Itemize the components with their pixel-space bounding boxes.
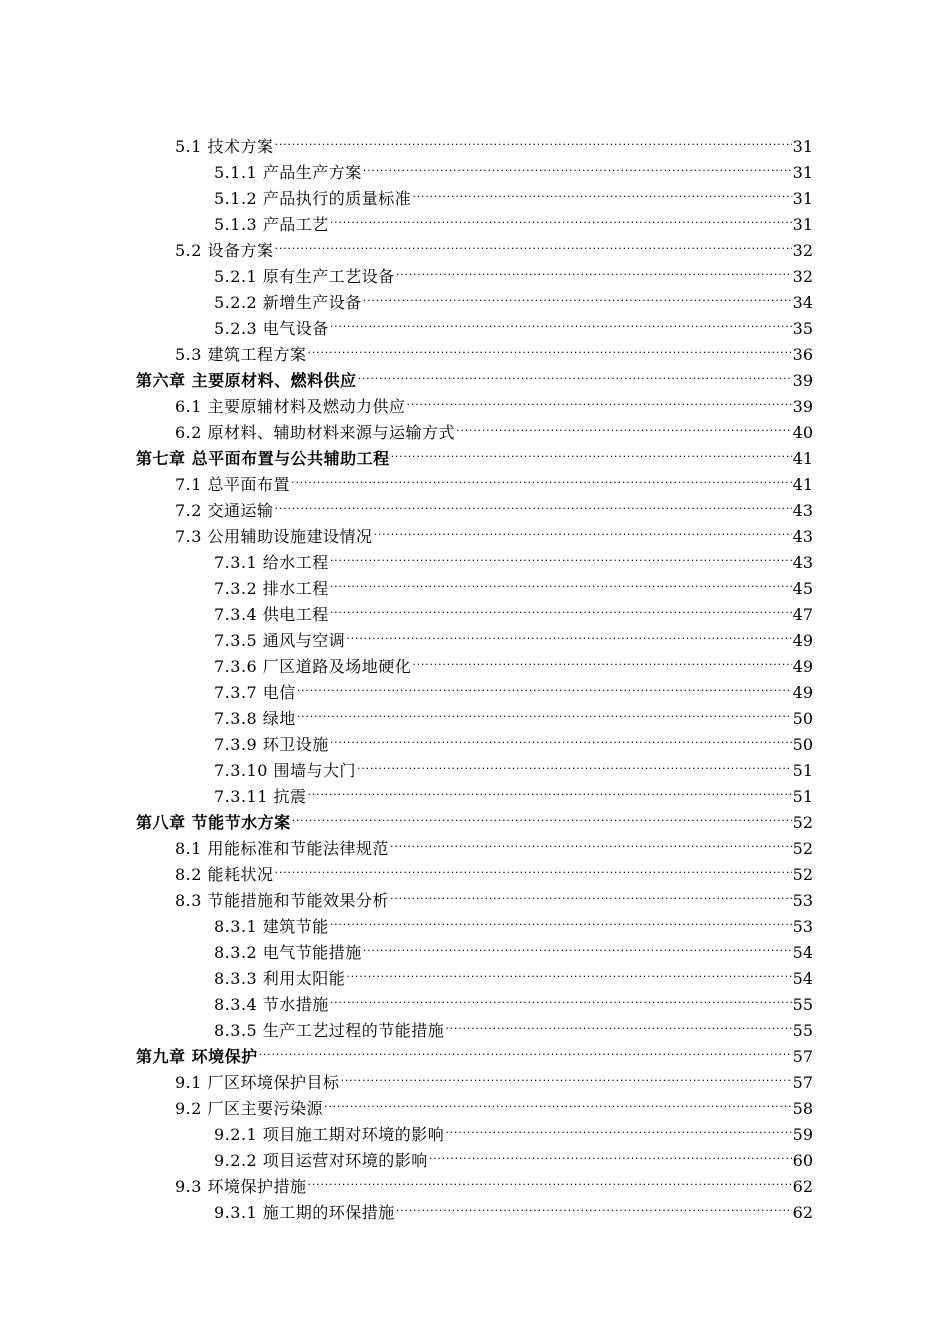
toc-entry[interactable] bbox=[136, 438, 813, 468]
toc-dot-leader bbox=[358, 360, 792, 386]
toc-entry[interactable] bbox=[214, 984, 813, 1014]
toc-entry-title: 5.1 技术方案 bbox=[175, 137, 274, 156]
toc-entry[interactable] bbox=[214, 308, 813, 338]
toc-entry[interactable] bbox=[175, 490, 813, 520]
toc-entry-page-number: 31 bbox=[792, 163, 813, 182]
toc-entry[interactable] bbox=[175, 412, 813, 442]
toc-dot-leader bbox=[396, 1192, 792, 1218]
toc-dot-leader bbox=[330, 204, 792, 230]
toc-dot-leader bbox=[374, 516, 792, 542]
toc-entry-title: 7.3.4 供电工程 bbox=[214, 605, 329, 624]
toc-entry[interactable] bbox=[175, 880, 813, 910]
toc-entry[interactable] bbox=[175, 1088, 813, 1118]
toc-entry-page-number: 49 bbox=[792, 657, 813, 676]
toc-entry-title: 7.3.7 电信 bbox=[214, 683, 296, 702]
toc-entry-page-number: 52 bbox=[792, 865, 813, 884]
toc-entry-page-number: 57 bbox=[792, 1073, 813, 1092]
toc-entry[interactable] bbox=[175, 1166, 813, 1196]
toc-entry-page-number: 31 bbox=[792, 215, 813, 234]
toc-entry[interactable] bbox=[214, 750, 813, 780]
toc-entry-title: 第九章 环境保护 bbox=[136, 1047, 258, 1066]
toc-dot-leader bbox=[330, 906, 792, 932]
toc-entry[interactable] bbox=[214, 282, 813, 312]
toc-dot-leader bbox=[330, 308, 792, 334]
toc-dot-leader bbox=[275, 854, 792, 880]
toc-entry-page-number: 50 bbox=[792, 735, 813, 754]
toc-dot-leader bbox=[346, 620, 791, 646]
toc-entry-page-number: 36 bbox=[792, 345, 813, 364]
toc-entry[interactable] bbox=[214, 958, 813, 988]
toc-entry-page-number: 43 bbox=[792, 501, 813, 520]
toc-entry-title: 8.3.3 利用太阳能 bbox=[214, 969, 346, 988]
toc-entry-title: 7.3.9 环卫设施 bbox=[214, 735, 329, 754]
toc-entry-page-number: 47 bbox=[792, 605, 813, 624]
toc-entry-title: 9.1 厂区环境保护目标 bbox=[175, 1073, 340, 1092]
toc-entry[interactable] bbox=[214, 932, 813, 962]
toc-entry-page-number: 53 bbox=[792, 917, 813, 936]
toc-entry-page-number: 32 bbox=[792, 267, 813, 286]
toc-entry-title: 8.3.2 电气节能措施 bbox=[214, 943, 362, 962]
toc-entry[interactable] bbox=[214, 152, 813, 182]
toc-entry-page-number: 60 bbox=[792, 1151, 813, 1170]
toc-entry-page-number: 57 bbox=[792, 1047, 813, 1066]
toc-dot-leader bbox=[297, 698, 792, 724]
toc-dot-leader bbox=[407, 386, 792, 412]
toc-entry-title: 7.3.1 给水工程 bbox=[214, 553, 329, 572]
toc-entry[interactable] bbox=[175, 126, 813, 156]
toc-entry-title: 6.2 原材料、辅助材料来源与运输方式 bbox=[175, 423, 456, 442]
toc-entry-title: 8.3.5 生产工艺过程的节能措施 bbox=[214, 1021, 445, 1040]
toc-dot-leader bbox=[445, 1114, 791, 1140]
toc-dot-leader bbox=[412, 178, 791, 204]
toc-dot-leader bbox=[275, 230, 792, 256]
toc-dot-leader bbox=[412, 646, 791, 672]
toc-entry-page-number: 45 bbox=[792, 579, 813, 598]
toc-entry-title: 7.2 交通运输 bbox=[175, 501, 274, 520]
toc-dot-leader bbox=[307, 776, 791, 802]
toc-entry[interactable] bbox=[175, 230, 813, 260]
toc-entry-page-number: 50 bbox=[792, 709, 813, 728]
toc-dot-leader bbox=[308, 334, 792, 360]
toc-entry[interactable] bbox=[214, 698, 813, 728]
toc-entry-title: 9.3 环境保护措施 bbox=[175, 1177, 307, 1196]
toc-entry-title: 7.3.11 抗震 bbox=[214, 787, 307, 806]
toc-entry-title: 5.3 建筑工程方案 bbox=[175, 345, 307, 364]
toc-entry[interactable] bbox=[214, 568, 813, 598]
toc-dot-leader bbox=[391, 438, 792, 464]
toc-entry-page-number: 40 bbox=[792, 423, 813, 442]
toc-entry[interactable] bbox=[175, 386, 813, 416]
toc-entry-page-number: 32 bbox=[792, 241, 813, 260]
toc-entry-title: 第八章 节能节水方案 bbox=[136, 813, 291, 832]
toc-entry-title: 8.3.1 建筑节能 bbox=[214, 917, 329, 936]
toc-entry-title: 9.2.1 项目施工期对环境的影响 bbox=[214, 1125, 445, 1144]
toc-entry-page-number: 52 bbox=[792, 813, 813, 832]
toc-entry-title: 8.3 节能措施和节能效果分析 bbox=[175, 891, 390, 910]
toc-entry-page-number: 55 bbox=[792, 995, 813, 1014]
toc-dot-leader bbox=[396, 256, 792, 282]
toc-entry[interactable] bbox=[214, 594, 813, 624]
toc-entry-page-number: 35 bbox=[792, 319, 813, 338]
toc-dot-leader bbox=[259, 1036, 792, 1062]
toc-entry-title: 5.2.1 原有生产工艺设备 bbox=[214, 267, 395, 286]
toc-entry[interactable] bbox=[214, 178, 813, 208]
toc-entry-title: 8.1 用能标准和节能法律规范 bbox=[175, 839, 390, 858]
toc-dot-leader bbox=[330, 984, 792, 1010]
toc-entry-title: 5.1.3 产品工艺 bbox=[214, 215, 329, 234]
toc-entry-title: 5.1.2 产品执行的质量标准 bbox=[214, 189, 412, 208]
toc-entry-title: 5.1.1 产品生产方案 bbox=[214, 163, 362, 182]
toc-entry-title: 第七章 总平面布置与公共辅助工程 bbox=[136, 449, 390, 468]
toc-entry[interactable] bbox=[175, 828, 813, 858]
toc-entry[interactable] bbox=[136, 802, 813, 832]
toc-entry[interactable] bbox=[214, 724, 813, 754]
toc-entry-page-number: 39 bbox=[792, 397, 813, 416]
toc-entry-page-number: 55 bbox=[792, 1021, 813, 1040]
toc-entry-title: 8.2 能耗状况 bbox=[175, 865, 274, 884]
toc-entry-page-number: 54 bbox=[792, 969, 813, 988]
toc-entry[interactable] bbox=[214, 542, 813, 572]
toc-entry[interactable] bbox=[214, 256, 813, 286]
toc-dot-leader bbox=[341, 1062, 792, 1088]
toc-entry[interactable] bbox=[214, 1114, 813, 1144]
toc-entry-title: 7.3 公用辅助设施建设情况 bbox=[175, 527, 373, 546]
toc-entry-page-number: 31 bbox=[792, 137, 813, 156]
toc-dot-leader bbox=[429, 1140, 792, 1166]
toc-entry-page-number: 43 bbox=[792, 553, 813, 572]
toc-entry-title: 7.3.10 围墙与大门 bbox=[214, 761, 356, 780]
toc-dot-leader bbox=[291, 464, 792, 490]
toc-entry[interactable] bbox=[175, 854, 813, 884]
toc-dot-leader bbox=[390, 828, 792, 854]
toc-entry-page-number: 51 bbox=[792, 787, 813, 806]
toc-dot-leader bbox=[357, 750, 792, 776]
toc-entry[interactable] bbox=[136, 360, 813, 390]
toc-entry-page-number: 49 bbox=[792, 683, 813, 702]
toc-dot-leader bbox=[363, 152, 792, 178]
toc-entry-page-number: 39 bbox=[792, 371, 813, 390]
toc-entry[interactable] bbox=[175, 334, 813, 364]
toc-entry-page-number: 52 bbox=[792, 839, 813, 858]
toc-dot-leader bbox=[363, 282, 792, 308]
toc-entry-page-number: 31 bbox=[792, 189, 813, 208]
toc-dot-leader bbox=[324, 1088, 792, 1114]
toc-entry-title: 9.2.2 项目运营对环境的影响 bbox=[214, 1151, 428, 1170]
toc-entry-title: 7.1 总平面布置 bbox=[175, 475, 291, 494]
toc-dot-leader bbox=[346, 958, 791, 984]
toc-dot-leader bbox=[308, 1166, 792, 1192]
toc-entry-title: 第六章 主要原材料、燃料供应 bbox=[136, 371, 357, 390]
toc-entry[interactable] bbox=[214, 906, 813, 936]
toc-dot-leader bbox=[445, 1010, 791, 1036]
toc-entry-page-number: 62 bbox=[792, 1203, 813, 1222]
toc-entry-title: 9.2 厂区主要污染源 bbox=[175, 1099, 324, 1118]
toc-entry-page-number: 49 bbox=[792, 631, 813, 650]
toc-entry[interactable] bbox=[175, 1062, 813, 1092]
toc-entry[interactable] bbox=[214, 1192, 813, 1222]
toc-entry-page-number: 53 bbox=[792, 891, 813, 910]
toc-dot-leader bbox=[275, 126, 792, 152]
toc-dot-leader bbox=[330, 568, 792, 594]
toc-entry-title: 5.2.3 电气设备 bbox=[214, 319, 329, 338]
toc-entry-title: 7.3.5 通风与空调 bbox=[214, 631, 346, 650]
toc-entry-title: 8.3.4 节水措施 bbox=[214, 995, 329, 1014]
toc-entry-page-number: 43 bbox=[792, 527, 813, 546]
toc-dot-leader bbox=[330, 724, 792, 750]
toc-entry[interactable] bbox=[214, 620, 813, 650]
toc-dot-leader bbox=[330, 594, 792, 620]
toc-entry-title: 7.3.6 厂区道路及场地硬化 bbox=[214, 657, 412, 676]
toc-dot-leader bbox=[292, 802, 792, 828]
toc-entry[interactable] bbox=[214, 204, 813, 234]
toc-dot-leader bbox=[330, 542, 792, 568]
toc-entry[interactable] bbox=[214, 672, 813, 702]
toc-entry-page-number: 62 bbox=[792, 1177, 813, 1196]
toc-dot-leader bbox=[363, 932, 792, 958]
toc-entry[interactable] bbox=[136, 1036, 813, 1066]
toc-dot-leader bbox=[390, 880, 792, 906]
toc-entry-page-number: 41 bbox=[792, 475, 813, 494]
toc-entry-page-number: 41 bbox=[792, 449, 813, 468]
toc-dot-leader bbox=[297, 672, 792, 698]
toc-entry-title: 6.1 主要原辅材料及燃动力供应 bbox=[175, 397, 406, 416]
toc-entry-page-number: 51 bbox=[792, 761, 813, 780]
toc-dot-leader bbox=[275, 490, 792, 516]
toc-entry[interactable] bbox=[175, 464, 813, 494]
toc-entry-title: 7.3.2 排水工程 bbox=[214, 579, 329, 598]
toc-entry-title: 9.3.1 施工期的环保措施 bbox=[214, 1203, 395, 1222]
toc-entry[interactable] bbox=[214, 646, 813, 676]
toc-entry-page-number: 59 bbox=[792, 1125, 813, 1144]
toc-entry[interactable] bbox=[214, 776, 813, 806]
toc-entry[interactable] bbox=[175, 516, 813, 546]
toc-entry-title: 5.2 设备方案 bbox=[175, 241, 274, 260]
toc-entry-title: 5.2.2 新增生产设备 bbox=[214, 293, 362, 312]
toc-entry-page-number: 34 bbox=[792, 293, 813, 312]
toc-entry[interactable] bbox=[214, 1140, 813, 1170]
toc-entry-page-number: 54 bbox=[792, 943, 813, 962]
toc-entry[interactable] bbox=[214, 1010, 813, 1040]
toc-entry-title: 7.3.8 绿地 bbox=[214, 709, 296, 728]
toc-entry-page-number: 58 bbox=[792, 1099, 813, 1118]
toc-dot-leader bbox=[456, 412, 792, 438]
